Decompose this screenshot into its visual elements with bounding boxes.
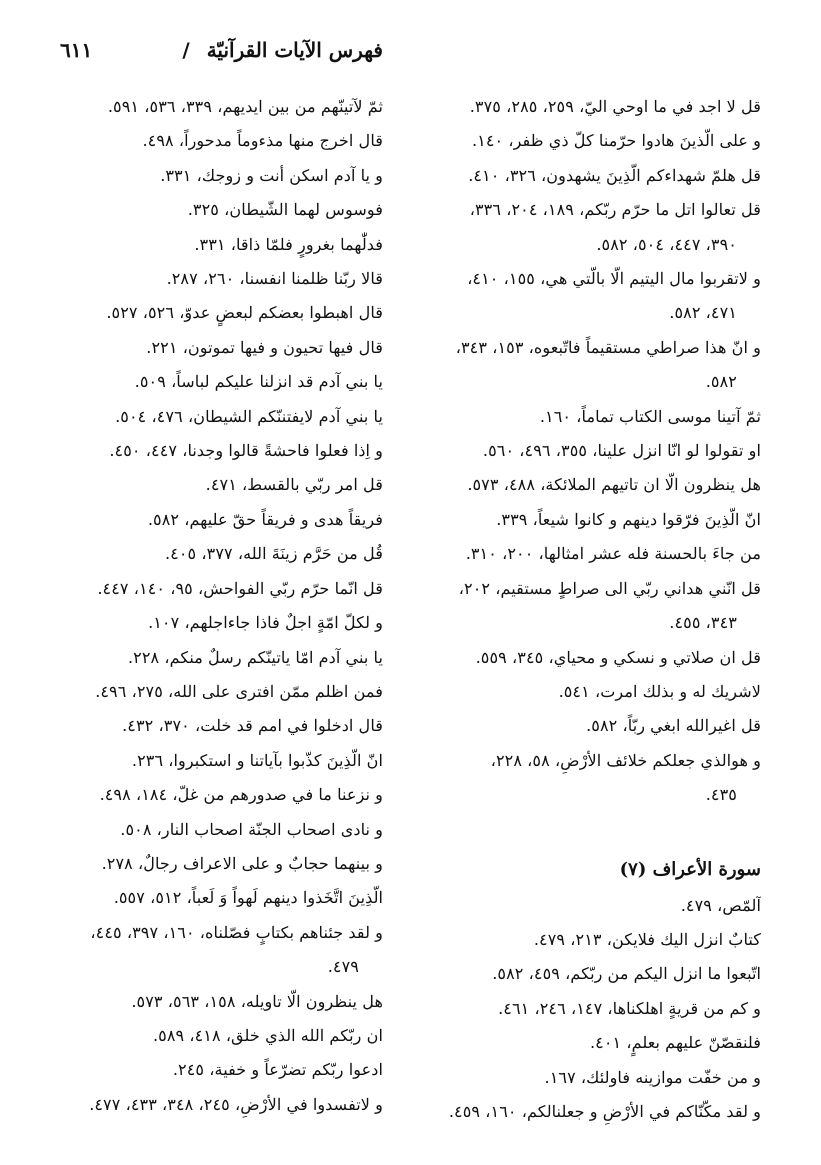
index-entry: و لاتقربوا مال اليتيم الّا بالّتي هي، ١٥٥، ٤١٠، bbox=[467, 269, 761, 289]
left-column bbox=[37, 90, 383, 1122]
index-entry: و بينهما حجابٌ و على الاعراف رجالٌ، ٢٧٨. bbox=[101, 853, 383, 873]
index-entry: هل ينظرون الّا تاويله، ١٥٨، ٥٦٣، ٥٧٣. bbox=[131, 991, 383, 1011]
index-entry: او تقولوا لو انّا انزل علينا، ٣٥٥، ٤٩٦، ٥٦٠. bbox=[482, 441, 761, 461]
index-entry: فريقاً هدى و فريقاً حقّ عليهم، ٥٨٢. bbox=[147, 509, 383, 529]
index-entry: اتّبعوا ما انزل اليكم من ربّكم، ٤٥٩، ٥٨٢. bbox=[492, 964, 761, 984]
header-title: فهرس الآيات القرآنيّة bbox=[206, 38, 383, 62]
index-entry-continuation: ٤٧٩. bbox=[327, 957, 359, 977]
index-entry: قل لا اجد في ما اوحي اليّ، ٢٥٩، ٢٨٥، ٣٧٥. bbox=[469, 97, 761, 116]
running-title bbox=[172, 38, 383, 62]
index-entry-continuation: ٣٤٣، ٤٥٥. bbox=[669, 613, 737, 633]
index-entry: يا بني آدم امّا ياتينّكم رسلٌ منكم، ٢٢٨. bbox=[128, 647, 383, 667]
surah-heading: سورة الأعراف (٧) bbox=[619, 858, 761, 880]
index-entry: و هوالذي جعلكم خلائف الأرْضِ، ٥٨، ٢٢٨، bbox=[490, 750, 761, 770]
index-entry: و لقد جئناهم بكتابٍ فصّلناه، ١٦٠، ٣٩٧، ٤٤٥، bbox=[90, 922, 383, 942]
index-entry: فلنقصّنّ عليهم بعلمٍ، ٤٠١. bbox=[589, 1033, 761, 1053]
index-entry: فوسوس لهما الشّيطان، ٣٢٥. bbox=[187, 200, 383, 220]
index-entry: قل انّما حرّم ربّي الفواحش، ٩٥، ١٤٠، ٤٤٧. bbox=[97, 578, 383, 598]
index-entry-continuation: ٤٧١، ٥٨٢. bbox=[669, 303, 737, 323]
index-entry: قُل من حَرَّم زينَةَ الله، ٣٧٧، ٤٠٥. bbox=[165, 544, 383, 564]
index-entry: قل تعالوا اتل ما حرّم ربّكم، ١٨٩، ٢٠٤، ٣٣٦، bbox=[469, 200, 761, 220]
index-entry: و نادى اصحاب الجنّة اصحاب النار، ٥٠٨. bbox=[120, 819, 383, 839]
index-entry: آلمّص، ٤٧٩. bbox=[680, 895, 761, 915]
index-entry: و لقد مكّنّاكم في الأرْضِ و جعلنالكم، ١٦٠، ٤٥٩. bbox=[448, 1101, 761, 1121]
index-entry: قال ادخلوا في امم قد خلت، ٣٧٠، ٤٣٢. bbox=[122, 716, 383, 736]
index-entry: قل امر ربّي بالقسط، ٤٧١. bbox=[205, 475, 383, 495]
index-entry: من جاءَ بالحسنة فله عشر امثالها، ٢٠٠، ٣١٠. bbox=[465, 544, 761, 564]
index-entry: قل اغيرالله ابغي ربّاً، ٥٨٢. bbox=[586, 716, 761, 736]
index-entry: ثمّ لآتينّهم من بين ايديهم، ٣٣٩، ٥٣٦، ٥٩١. bbox=[107, 97, 383, 116]
index-entry: و يا آدم اسكن أنت و زوجك، ٣٣١. bbox=[160, 165, 383, 185]
right-column-surah-entries bbox=[421, 889, 761, 1130]
index-entry: انّ الّذِينَ كذّبوا بآياتنا و استكبروا، ٢٣٦. bbox=[131, 750, 383, 770]
index-entry: ثمّ آتينا موسى الكتاب تماماً، ١٦٠. bbox=[539, 406, 761, 426]
index-entry: و اِذا فعلوا فاحشةً قالوا وجدنا، ٤٤٧، ٤٥٠. bbox=[109, 441, 383, 461]
index-entry: قل هلمّ شهداءكم الّذِينَ يشهدون، ٣٢٦، ٤١٠. bbox=[468, 165, 761, 185]
index-entry: يا بني آدم قد انزلنا عليكم لباساً، ٥٠٩. bbox=[134, 372, 383, 392]
index-entry: قال فيها تحيون و فيها تموتون، ٢٢١. bbox=[146, 337, 383, 357]
index-entry: و كم من قريةٍ اهلكناها، ١٤٧، ٢٤٦، ٤٦١. bbox=[498, 998, 761, 1018]
index-entry: انّ الّذِينَ فرّقوا دينهم و كانوا شيعاً، ٣٣٩. bbox=[496, 509, 761, 529]
index-entry: و على الّذينَ هادوا حرّمنا كلّ ذي ظفر، ١٤٠. bbox=[472, 131, 761, 151]
index-entry: قل ان صلاتي و نسكي و محياي، ٣٤٥، ٥٥٩. bbox=[475, 647, 761, 667]
index-entry: قال اهبطوا بعضكم لبعضٍ عدوّ، ٥٢٦، ٥٢٧. bbox=[106, 303, 383, 323]
index-entry: و لاتفسدوا في الأرْضِ، ٢٤٥، ٣٤٨، ٤٣٣، ٤٧٧. bbox=[89, 1094, 383, 1114]
index-entry: و انّ هذا صراطي مستقيماً فاتّبعوه، ١٥٣، ٣٤٣، bbox=[455, 337, 761, 357]
right-column bbox=[421, 90, 761, 1129]
index-entry-continuation: ٤٣٥. bbox=[705, 785, 737, 805]
page-number: ٦١١ bbox=[60, 38, 93, 62]
page-header bbox=[60, 30, 383, 70]
left-column-entries bbox=[37, 90, 383, 1122]
index-entry: قال اخرج منها مذءوماً مدحوراً، ٤٩٨. bbox=[142, 131, 383, 151]
index-entry: قالا ربّنا ظلمنا انفسنا، ٢٦٠، ٢٨٧. bbox=[166, 269, 383, 289]
index-entry: يا بني آدم لايفتننّكم الشيطان، ٤٧٦، ٥٠٤. bbox=[115, 406, 383, 426]
index-entry-continuation: ٣٩٠، ٤٤٧، ٥٠٤، ٥٨٢. bbox=[596, 234, 737, 254]
index-entry: فدلّٰهما بغرورٍ فلمّا ذاقا، ٣٣١. bbox=[194, 234, 383, 254]
right-column-entries bbox=[421, 90, 761, 813]
index-entry: فمن اظلم ممّن افترى على الله، ٢٧٥، ٤٩٦. bbox=[95, 681, 383, 701]
index-entry: هل ينظرون الّا ان تاتيهم الملائكة، ٤٨٨، ٥٧٣. bbox=[467, 475, 761, 495]
index-entry-continuation: ٥٨٢. bbox=[705, 372, 737, 392]
index-entry: قل انّني هداني ربّي الى صراطٍ مستقيم، ٢٠٢، bbox=[458, 578, 761, 598]
index-entry: و لكلّ امّةٍ اجلٌ فاذا جاءاجلهم، ١٠٧. bbox=[148, 613, 383, 633]
index-entry: الّذِينَ اتَّخَذوا دينهم لَهواً وَ لَعباً، ٥١٢، ٥٥٧. bbox=[113, 888, 383, 908]
header-separator: / bbox=[182, 38, 190, 62]
index-entry: كتابٌ انزل اليك فلايكن، ٢١٣، ٤٧٩. bbox=[533, 929, 761, 949]
index-entry: لاشريك له و بذلك امرت، ٥٤١. bbox=[558, 681, 761, 701]
index-entry: و من خفّت موازينه فاولئك، ١٦٧. bbox=[544, 1067, 761, 1087]
index-entry: ادعوا ربّكم تضرّعاً و خفية، ٢٤٥. bbox=[172, 1060, 383, 1080]
index-entry: ان ربّكم الله الذي خلق، ٤١٨، ٥٨٩. bbox=[152, 1025, 383, 1045]
index-entry: و نزعنا ما في صدورهم من غلّ، ١٨٤، ٤٩٨. bbox=[99, 785, 383, 805]
